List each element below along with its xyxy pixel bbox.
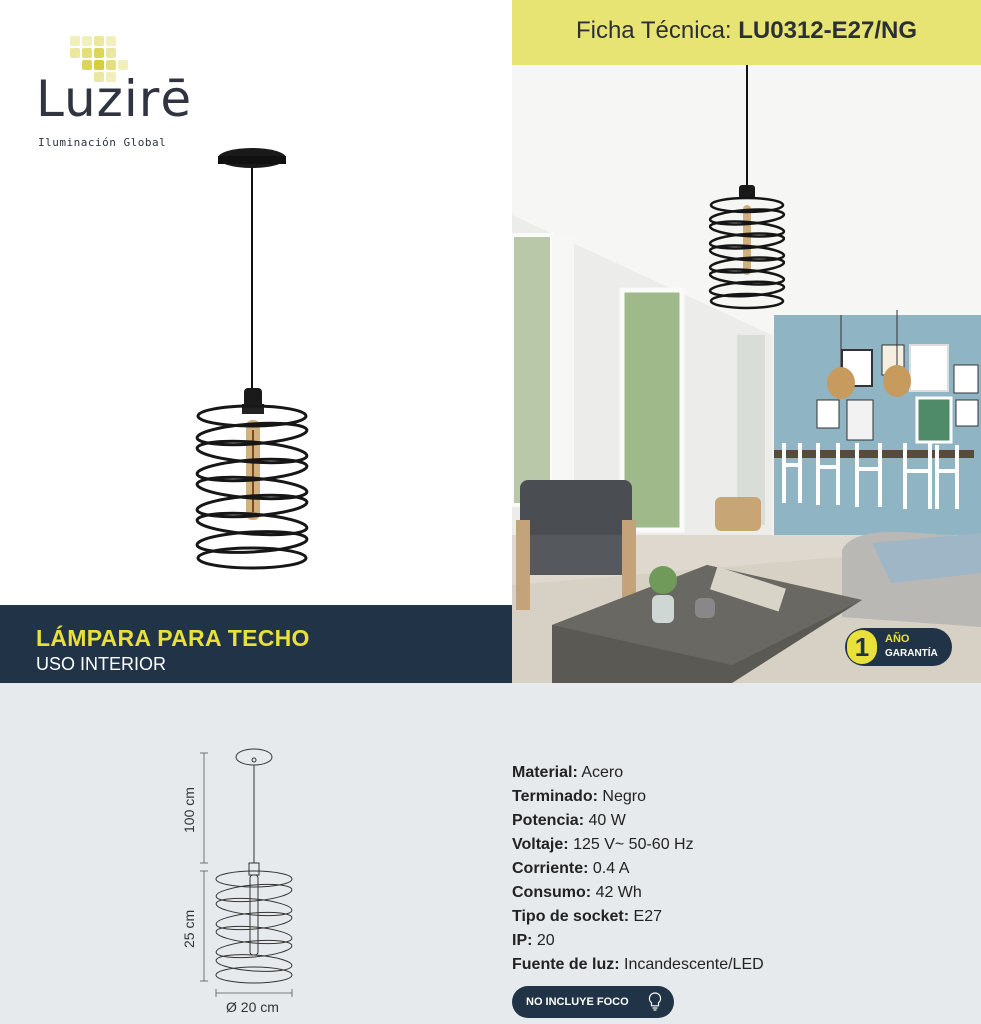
spec-row-socket	[512, 905, 764, 929]
spec-value: 0.4 A	[592, 860, 630, 877]
spec-sheet-prefix: Ficha Técnica:	[575, 17, 732, 44]
product-title-banner	[0, 605, 512, 683]
spec-label: Corriente:	[512, 860, 589, 877]
spec-label: Voltaje:	[512, 836, 569, 853]
spec-value: E27	[633, 908, 662, 925]
spec-value: Acero	[581, 764, 624, 781]
warranty-label: GARANTÍA	[885, 648, 938, 659]
spec-label: Tipo de socket:	[512, 908, 630, 925]
spec-row-power	[512, 809, 764, 833]
spec-label: Terminado:	[512, 788, 598, 805]
warranty-years: 1	[847, 630, 877, 664]
spec-row-consumption	[512, 881, 764, 905]
spec-row-finish	[512, 785, 764, 809]
spec-row-voltage	[512, 833, 764, 857]
spec-list	[512, 761, 764, 977]
spec-value: 125 V~ 50-60 Hz	[573, 836, 694, 853]
spec-row-current	[512, 857, 764, 881]
spec-value: 20	[536, 932, 555, 949]
room-scene-image	[512, 65, 981, 683]
product-panel	[0, 0, 512, 605]
lightbulb-icon	[648, 992, 662, 1012]
spec-row-light-source	[512, 953, 764, 977]
spec-sheet-header	[512, 0, 981, 65]
spec-label: Fuente de luz:	[512, 956, 620, 973]
dimension-cable-length: 100 cm	[181, 787, 197, 833]
spec-value: 42 Wh	[595, 884, 642, 901]
dimension-diagram	[170, 743, 310, 1013]
brand-tagline: Iluminación Global	[38, 136, 167, 149]
specifications-section	[0, 683, 981, 1024]
product-title: LÁMPARA PARA TECHO	[36, 625, 310, 651]
lamp-outline-icon	[170, 743, 310, 1013]
no-bulb-notice	[512, 986, 674, 1018]
warranty-unit: AÑO	[885, 633, 910, 645]
product-code: LU0312-E27/NG	[738, 17, 918, 44]
spec-label: Potencia:	[512, 812, 585, 829]
spec-value: Incandescente/LED	[624, 956, 764, 973]
brand-name: Luzirē	[36, 70, 193, 128]
spec-sheet-title	[512, 17, 981, 45]
no-bulb-text: NO INCLUYE FOCO	[526, 996, 629, 1008]
brand-logo	[36, 36, 206, 156]
spec-label: Consumo:	[512, 884, 592, 901]
spec-value: Negro	[602, 788, 646, 805]
product-subtitle: USO INTERIOR	[36, 654, 167, 674]
spec-label: Material:	[512, 764, 578, 781]
spec-label: IP:	[512, 932, 533, 949]
spec-row-ip	[512, 929, 764, 953]
spec-value: 40 W	[588, 812, 626, 829]
lamp-product-image	[180, 140, 330, 580]
spec-row-material	[512, 761, 764, 785]
warranty-badge	[845, 628, 952, 666]
dimension-height: 25 cm	[181, 909, 197, 948]
dimension-diameter: Ø 20 cm	[226, 999, 279, 1015]
